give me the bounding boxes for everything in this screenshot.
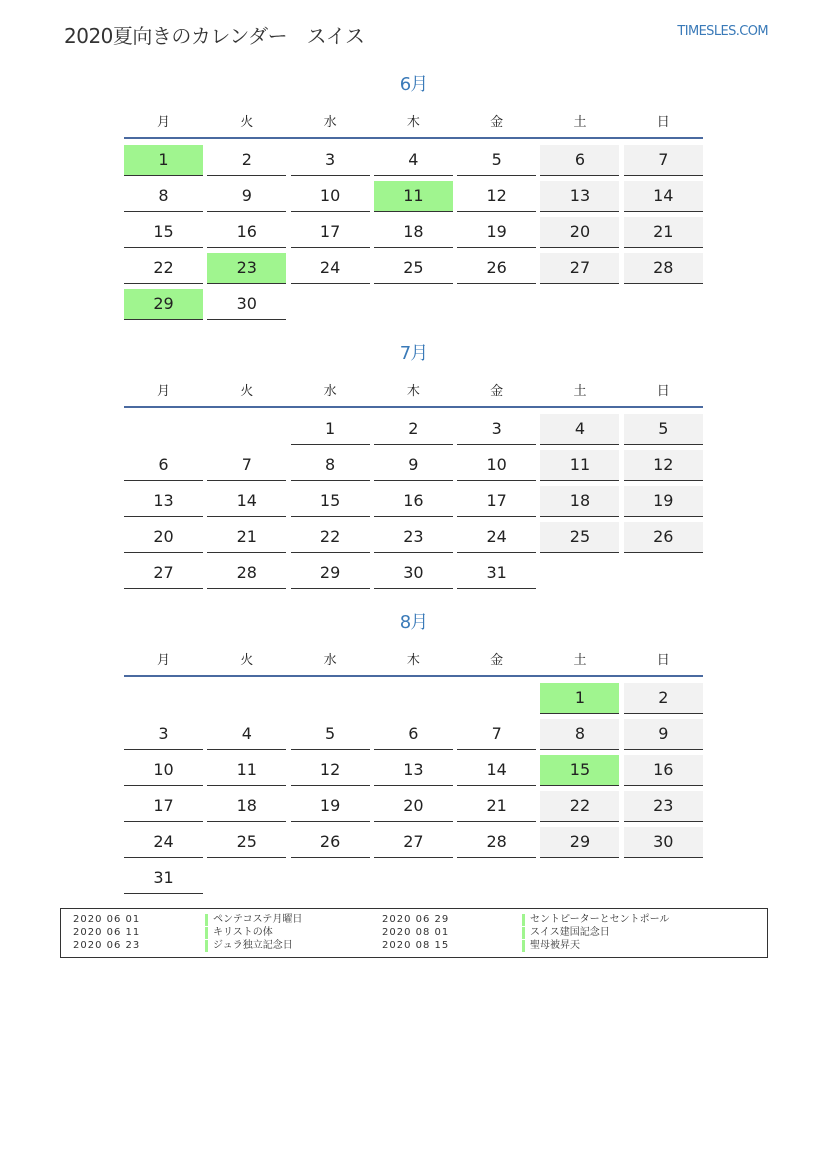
weekday-wed: 水 — [323, 114, 337, 130]
day-cell[interactable]: 15 — [291, 486, 370, 517]
day-cell[interactable]: 9 — [207, 181, 286, 212]
weekday-sat: 土 — [573, 652, 587, 668]
day-cell[interactable]: 24 — [457, 522, 536, 553]
legend-holiday-name: 聖母被昇天 — [522, 940, 580, 952]
legend-holiday-name: セントピーターとセントポール — [522, 914, 669, 926]
day-cell[interactable]: 26 — [291, 827, 370, 858]
day-cell[interactable]: 15 — [124, 217, 203, 248]
day-cell[interactable]: 23 — [374, 522, 453, 553]
weekday-thu: 木 — [406, 114, 420, 130]
weekday-wed: 水 — [323, 383, 337, 399]
day-cell[interactable]: 27 — [540, 253, 619, 284]
day-cell[interactable]: 17 — [457, 486, 536, 517]
month-divider — [124, 406, 703, 408]
day-cell[interactable]: 12 — [291, 755, 370, 786]
weekday-header — [124, 375, 703, 403]
weekday-wed: 水 — [323, 652, 337, 668]
day-cell[interactable]: 25 — [207, 827, 286, 858]
weekday-tue: 火 — [240, 383, 254, 399]
day-cell[interactable]: 19 — [457, 217, 536, 248]
day-cell[interactable]: 11 — [540, 450, 619, 481]
month-title: 7月 — [399, 343, 428, 364]
day-cell[interactable]: 3 — [291, 145, 370, 176]
day-cell[interactable]: 19 — [291, 791, 370, 822]
weekday-sat: 土 — [573, 114, 587, 130]
weekday-fri: 金 — [490, 383, 504, 399]
month-june — [124, 72, 703, 320]
legend-date: 2020 06 29 — [382, 914, 450, 925]
day-cell[interactable]: 5 — [624, 414, 703, 445]
day-cell[interactable]: 6 — [124, 450, 203, 481]
page-title: 2020夏向きのカレンダー スイス — [64, 24, 365, 48]
site-link[interactable]: TIMESLES.COM — [677, 24, 768, 39]
day-cell[interactable]: 30 — [374, 558, 453, 589]
day-cell[interactable]: 2 — [374, 414, 453, 445]
day-cell[interactable]: 22 — [540, 791, 619, 822]
day-cell[interactable]: 7 — [207, 450, 286, 481]
day-cell[interactable]: 28 — [457, 827, 536, 858]
empty-day-cell — [457, 683, 536, 713]
holiday-day-cell[interactable]: 23 — [207, 253, 286, 284]
day-cell[interactable]: 4 — [207, 719, 286, 750]
day-cell[interactable]: 2 — [207, 145, 286, 176]
holiday-day-cell[interactable]: 1 — [124, 145, 203, 176]
empty-day-cell — [124, 683, 203, 713]
holiday-legend — [60, 908, 768, 958]
day-cell[interactable]: 21 — [457, 791, 536, 822]
day-cell[interactable]: 22 — [124, 253, 203, 284]
month-title: 8月 — [399, 612, 428, 633]
day-cell[interactable]: 17 — [291, 217, 370, 248]
day-cell[interactable]: 1 — [291, 414, 370, 445]
day-cell[interactable]: 20 — [124, 522, 203, 553]
day-cell[interactable]: 30 — [624, 827, 703, 858]
day-cell[interactable]: 14 — [457, 755, 536, 786]
weekday-sat: 土 — [573, 383, 587, 399]
day-cell[interactable]: 9 — [374, 450, 453, 481]
day-cell[interactable]: 3 — [124, 719, 203, 750]
day-cell[interactable]: 6 — [374, 719, 453, 750]
holiday-day-cell[interactable]: 29 — [124, 289, 203, 320]
day-cell[interactable]: 3 — [457, 414, 536, 445]
weekday-mon: 月 — [156, 383, 170, 399]
holiday-day-cell[interactable]: 15 — [540, 755, 619, 786]
legend-date: 2020 06 01 — [73, 914, 141, 925]
empty-day-cell — [207, 683, 286, 713]
empty-day-cell — [291, 683, 370, 713]
month-divider — [124, 675, 703, 677]
day-cell[interactable]: 8 — [540, 719, 619, 750]
month-divider — [124, 137, 703, 139]
day-cell[interactable]: 27 — [374, 827, 453, 858]
weekday-tue: 火 — [240, 114, 254, 130]
empty-day-cell — [124, 414, 203, 444]
month-july — [124, 341, 703, 589]
day-cell[interactable]: 10 — [457, 450, 536, 481]
days-grid — [124, 414, 703, 589]
day-cell[interactable]: 18 — [207, 791, 286, 822]
legend-holiday-name: スイス建国記念日 — [522, 927, 610, 939]
day-cell[interactable]: 20 — [374, 791, 453, 822]
day-cell[interactable]: 28 — [624, 253, 703, 284]
day-cell[interactable]: 25 — [374, 253, 453, 284]
day-cell[interactable]: 18 — [540, 486, 619, 517]
legend-date: 2020 08 15 — [382, 940, 450, 951]
day-cell[interactable]: 9 — [624, 719, 703, 750]
day-cell[interactable]: 16 — [624, 755, 703, 786]
day-cell[interactable]: 8 — [124, 181, 203, 212]
day-cell[interactable]: 27 — [124, 558, 203, 589]
day-cell[interactable]: 6 — [540, 145, 619, 176]
weekday-mon: 月 — [156, 114, 170, 130]
day-cell[interactable]: 19 — [624, 486, 703, 517]
day-cell[interactable]: 28 — [207, 558, 286, 589]
legend-holiday-name: ペンテコステ月曜日 — [205, 914, 302, 926]
day-cell[interactable]: 24 — [291, 253, 370, 284]
day-cell[interactable]: 13 — [540, 181, 619, 212]
day-cell[interactable]: 21 — [207, 522, 286, 553]
day-cell[interactable]: 22 — [291, 522, 370, 553]
weekday-mon: 月 — [156, 652, 170, 668]
holiday-day-cell[interactable]: 11 — [374, 181, 453, 212]
day-cell[interactable]: 10 — [124, 755, 203, 786]
weekday-fri: 金 — [490, 114, 504, 130]
month-title: 6月 — [399, 74, 428, 95]
day-cell[interactable]: 26 — [457, 253, 536, 284]
day-cell[interactable]: 4 — [374, 145, 453, 176]
legend-date: 2020 06 23 — [73, 940, 141, 951]
day-cell[interactable]: 13 — [374, 755, 453, 786]
month-august — [124, 610, 703, 894]
day-cell[interactable]: 17 — [124, 791, 203, 822]
day-cell[interactable]: 31 — [124, 863, 203, 894]
weekday-sun: 日 — [656, 652, 670, 668]
days-grid — [124, 683, 703, 894]
day-cell[interactable]: 29 — [291, 558, 370, 589]
weekday-sun: 日 — [656, 114, 670, 130]
day-cell[interactable]: 13 — [124, 486, 203, 517]
day-cell[interactable]: 5 — [457, 145, 536, 176]
weekday-tue: 火 — [240, 652, 254, 668]
day-cell[interactable]: 5 — [291, 719, 370, 750]
empty-day-cell — [374, 683, 453, 713]
weekday-fri: 金 — [490, 652, 504, 668]
day-cell[interactable]: 12 — [624, 450, 703, 481]
day-cell[interactable]: 30 — [207, 289, 286, 320]
day-cell[interactable]: 10 — [291, 181, 370, 212]
empty-day-cell — [207, 414, 286, 444]
day-cell[interactable]: 7 — [624, 145, 703, 176]
day-cell[interactable]: 20 — [540, 217, 619, 248]
day-cell[interactable]: 29 — [540, 827, 619, 858]
weekday-thu: 木 — [406, 383, 420, 399]
day-cell[interactable]: 31 — [457, 558, 536, 589]
day-cell[interactable]: 26 — [624, 522, 703, 553]
day-cell[interactable]: 12 — [457, 181, 536, 212]
legend-holiday-name: ジュラ独立記念日 — [205, 940, 293, 952]
day-cell[interactable]: 14 — [207, 486, 286, 517]
day-cell[interactable]: 24 — [124, 827, 203, 858]
day-cell[interactable]: 8 — [291, 450, 370, 481]
day-cell[interactable]: 16 — [374, 486, 453, 517]
day-cell[interactable]: 23 — [624, 791, 703, 822]
day-cell[interactable]: 16 — [207, 217, 286, 248]
weekday-header — [124, 644, 703, 672]
weekday-thu: 木 — [406, 652, 420, 668]
weekday-header — [124, 106, 703, 134]
legend-date: 2020 06 11 — [73, 927, 141, 938]
legend-date: 2020 08 01 — [382, 927, 450, 938]
day-cell[interactable]: 25 — [540, 522, 619, 553]
day-cell[interactable]: 21 — [624, 217, 703, 248]
day-cell[interactable]: 2 — [624, 683, 703, 714]
days-grid — [124, 145, 703, 320]
day-cell[interactable]: 18 — [374, 217, 453, 248]
day-cell[interactable]: 4 — [540, 414, 619, 445]
day-cell[interactable]: 7 — [457, 719, 536, 750]
legend-holiday-name: キリストの体 — [205, 927, 273, 939]
holiday-day-cell[interactable]: 1 — [540, 683, 619, 714]
day-cell[interactable]: 11 — [207, 755, 286, 786]
weekday-sun: 日 — [656, 383, 670, 399]
day-cell[interactable]: 14 — [624, 181, 703, 212]
